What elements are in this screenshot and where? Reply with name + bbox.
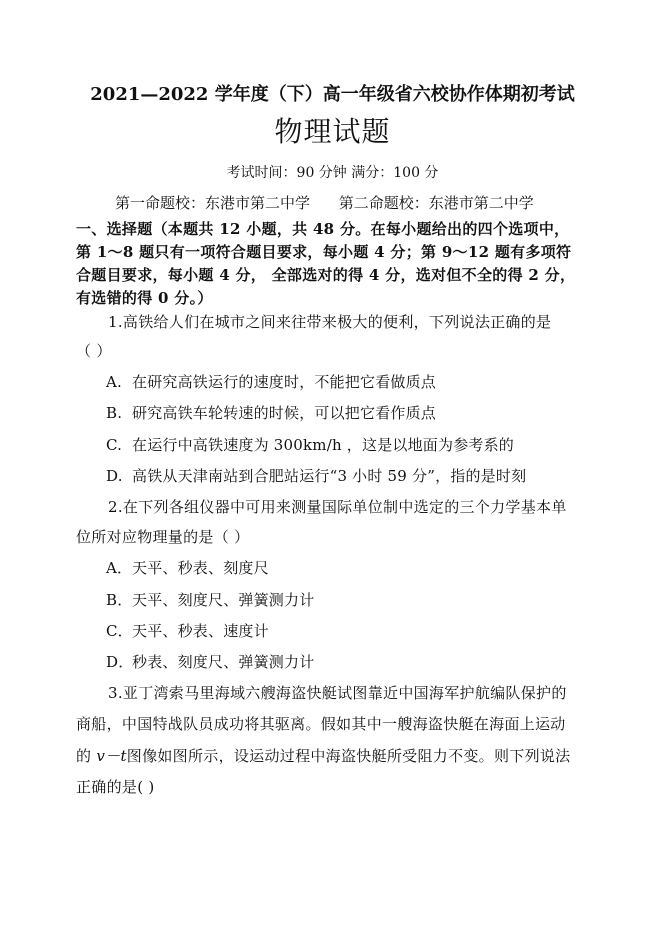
vt-prefix: 的 bbox=[76, 747, 97, 765]
question-2-option-c bbox=[106, 624, 269, 639]
option-text: 在运行中高铁速度为 300km/h ，这是以地面为参考系的 bbox=[132, 436, 514, 454]
question-2-option-d bbox=[106, 655, 314, 670]
section-heading-line: 第 1～8 题只有一项符合题目要求，每小题 4 分；第 9～12 题有多项符 bbox=[76, 243, 572, 261]
option-text: 天平、秒表、速度计 bbox=[132, 622, 269, 640]
exam-info: 考试时间：90 分钟 满分：100 分 bbox=[226, 165, 439, 181]
section-heading-line: 合题目要求，每小题 4 分， 全部选对的得 4 分，选对但不全的得 2 分， bbox=[76, 266, 576, 284]
vt-symbol: v－t bbox=[96, 747, 127, 765]
first-school: 第一命题校：东港市第二中学 bbox=[115, 194, 311, 212]
option-text: 在研究高铁运行的速度时，不能把它看做质点 bbox=[132, 373, 437, 391]
option-letter: A. bbox=[106, 373, 123, 391]
option-letter: B. bbox=[106, 404, 123, 422]
option-letter: D． bbox=[106, 653, 134, 671]
subject-title: 物理试题 bbox=[274, 115, 391, 148]
question-1-option-c bbox=[106, 438, 514, 453]
option-text: 天平、秒表、刻度尺 bbox=[132, 559, 269, 577]
question-1-option-d bbox=[106, 469, 526, 484]
question-3-bracket: 正确的是( ) bbox=[76, 778, 155, 796]
vt-rest: 图像如图所示，设运动过程中海盗快艇所受阻力不变。则下列说法 bbox=[126, 747, 571, 765]
option-text: 高铁从天津南站到合肥站运行“3 小时 59 分”，指的是时刻 bbox=[132, 467, 527, 485]
question-1-option-a bbox=[106, 375, 436, 390]
option-text: 天平、刻度尺、弹簧测力计 bbox=[132, 591, 315, 609]
question-3-text-cont bbox=[76, 749, 570, 764]
school-info bbox=[115, 196, 558, 211]
question-2-text-cont: 位所对应物理量的是（ ） bbox=[76, 528, 250, 546]
question-1-bracket: （ ） bbox=[76, 342, 112, 360]
option-letter: C. bbox=[106, 436, 123, 454]
question-2-option-a bbox=[106, 561, 269, 576]
question-2-option-b bbox=[106, 593, 314, 608]
section-heading-line: 有选错的得 0 分。） bbox=[76, 289, 213, 307]
question-1-text: 1.高铁给人们在城市之间来往带来极大的便利，下列说法正确的是 bbox=[108, 313, 552, 331]
question-2-text: 2.在下列各组仪器中可用来测量国际单位制中选定的三个力学基本单 bbox=[108, 498, 567, 516]
exam-title: 2021—2022 学年度（下）高一年级省六校协作体期初考试 bbox=[90, 84, 575, 105]
question-3-text-cont: 商船，中国特战队员成功将其驱离。假如其中一艘海盗快艇在海面上运动 bbox=[76, 715, 566, 733]
option-text: 秒表、刻度尺、弹簧测力计 bbox=[132, 653, 315, 671]
question-1-option-b bbox=[106, 406, 436, 421]
option-letter: D. bbox=[106, 467, 123, 485]
second-school: 第二命题校：东港市第二中学 bbox=[338, 194, 534, 212]
section-heading-line: 一、选择题（本题共 12 小题，共 48 分。在每小题给出的四个选项中， bbox=[76, 220, 570, 238]
option-text: 研究高铁车轮转速的时候，可以把它看作质点 bbox=[132, 404, 437, 422]
question-3-text: 3.亚丁湾索马里海域六艘海盗快艇试图靠近中国海军护航编队保护的 bbox=[108, 684, 567, 702]
option-letter: A． bbox=[106, 559, 133, 577]
option-letter: C． bbox=[106, 622, 133, 640]
option-letter: B． bbox=[106, 591, 133, 609]
